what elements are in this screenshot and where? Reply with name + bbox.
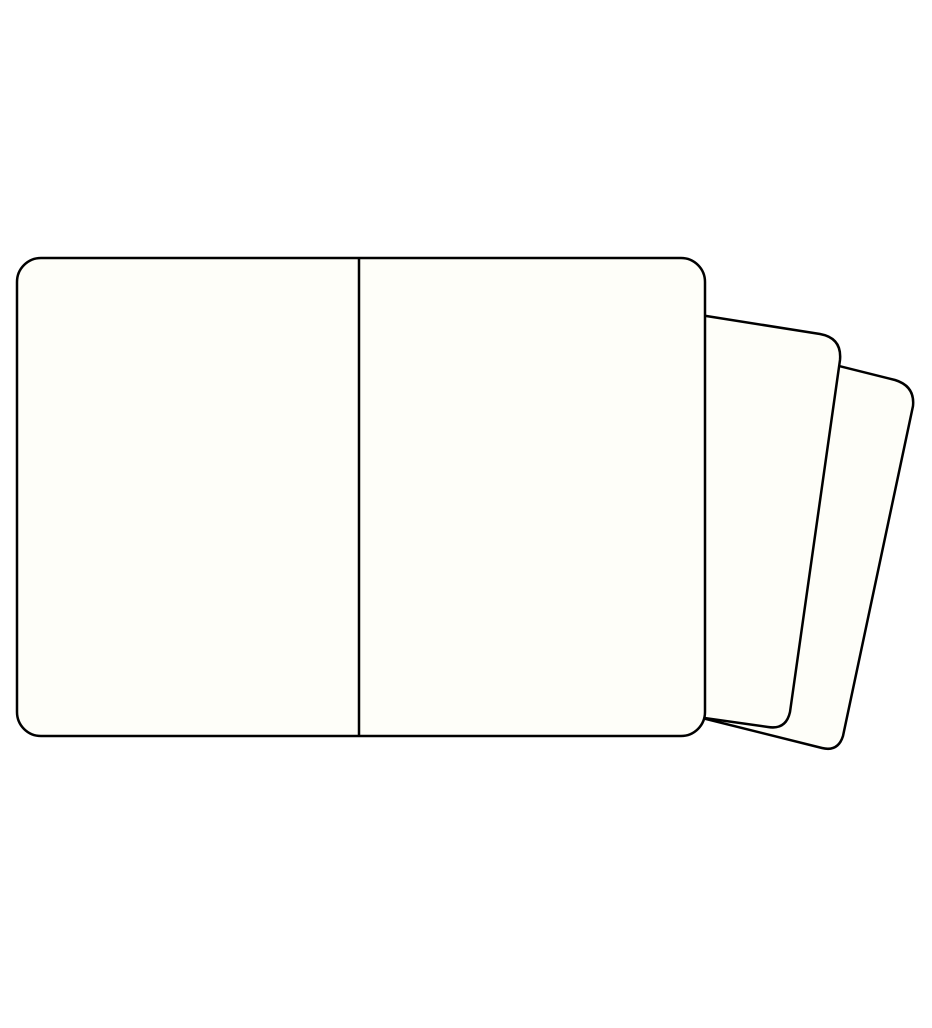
notebook-spread-outline	[17, 258, 705, 736]
open-notebook-spread	[17, 258, 705, 736]
notebook-illustration	[0, 250, 932, 760]
